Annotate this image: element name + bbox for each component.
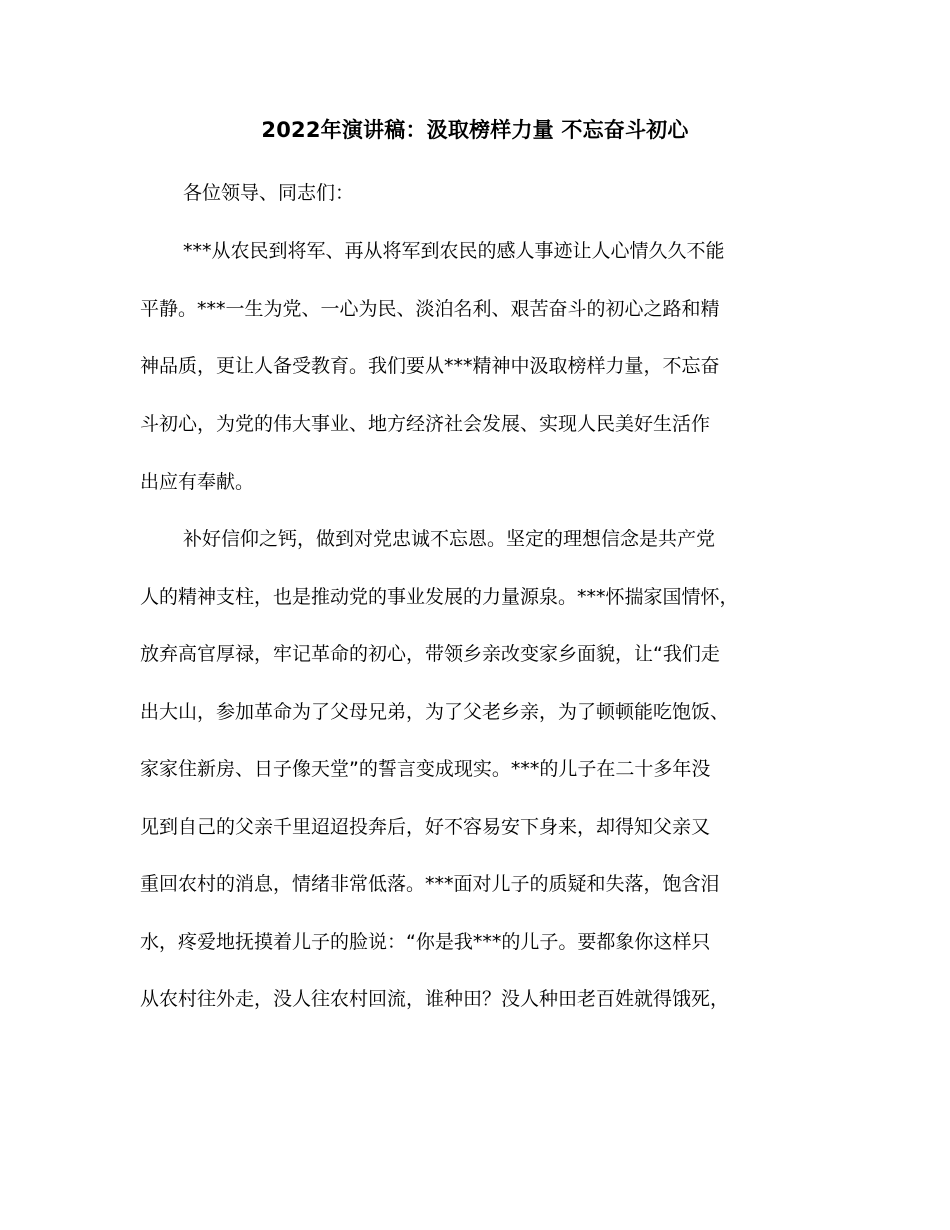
salutation: 各位领导、同志们： [183,182,355,204]
paragraph-2-line-1: 补好信仰之钙，做到对党忠诚不忘恩。坚定的理想信念是共产党 [183,528,716,550]
paragraph-1-line-3: 神品质，更让人备受教育。我们要从***精神中汲取榜样力量，不忘奋 [140,355,720,377]
paragraph-2-line-9: 从农村往外走，没人往农村回流，谁种田？没人种田老百姓就得饿死， [140,988,730,1010]
paragraph-1-line-1: ***从农民到将军、再从将军到农民的感人事迹让人心情久久不能 [183,240,725,262]
paragraph-1-line-4: 斗初心，为党的伟大事业、地方经济社会发展、实现人民美好生活作 [140,413,711,435]
paragraph-1-line-2: 平静。***一生为党、一心为民、淡泊名利、艰苦奋斗的初心之路和精 [140,298,720,320]
paragraph-2-line-8: 水，疼爱地抚摸着儿子的脸说：“你是我***的儿子。要都象你这样只 [140,931,711,953]
paragraph-2-line-3: 放弃高官厚禄，牢记革命的初心，带领乡亲改变家乡面貌，让“我们走 [140,643,720,665]
paragraph-2-line-6: 见到自己的父亲千里迢迢投奔后，好不容易安下身来，却得知父亲又 [140,816,711,838]
document-title: 2022年演讲稿：汲取榜样力量 不忘奋斗初心 [261,118,689,142]
paragraph-2-line-7: 重回农村的消息，情绪非常低落。***面对儿子的质疑和失落，饱含泪 [140,873,720,895]
paragraph-2-line-4: 出大山，参加革命为了父母兄弟，为了父老乡亲，为了顿顿能吃饱饭、 [140,701,730,723]
paragraph-2-line-5: 家家住新房、日子像天堂”的誓言变成现实。***的儿子在二十多年没 [140,758,711,780]
paragraph-1-line-5: 出应有奉献。 [140,471,255,493]
paragraph-2-line-2: 人的精神支柱，也是推动党的事业发展的力量源泉。***怀揣家国情怀， [140,586,739,608]
